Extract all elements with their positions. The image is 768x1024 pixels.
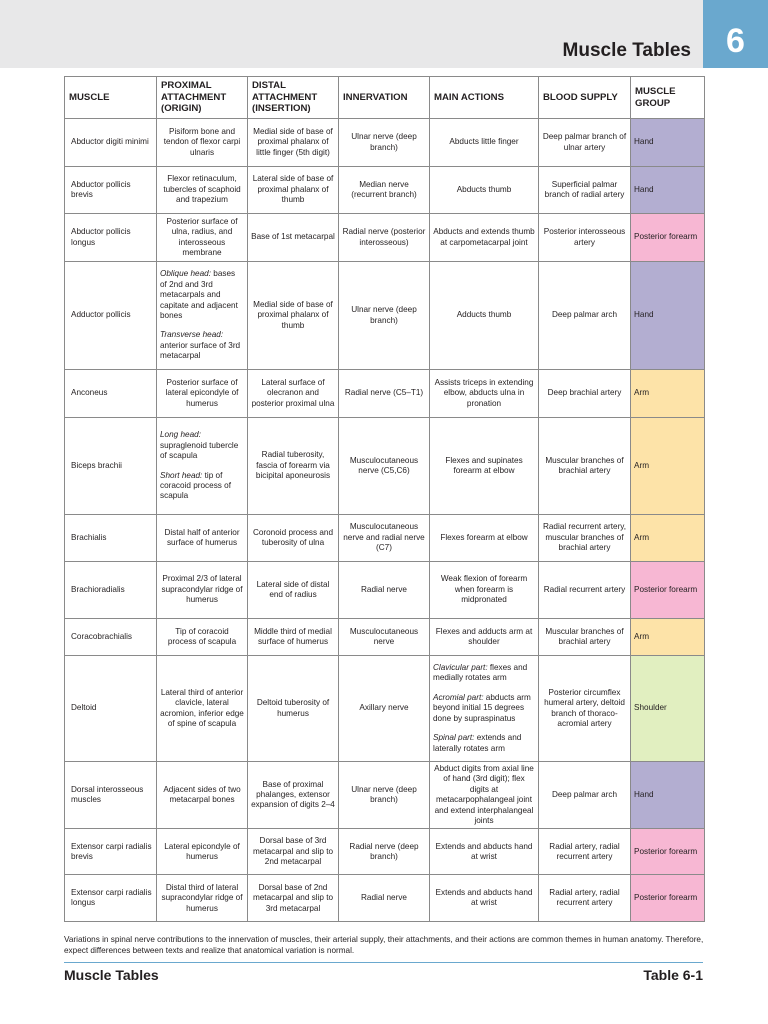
cell-part	[433, 733, 535, 754]
muscle-group-cell: Posterior forearm	[631, 562, 705, 619]
column-header: MUSCLE	[65, 77, 157, 119]
part-text: abducts arm beyond initial 15 degrees done by supraspinatus	[433, 692, 531, 723]
muscle-name-cell: Abductor pollicis longus	[65, 214, 157, 262]
part-text: tip of coracoid process of scapula	[160, 470, 231, 501]
blood-supply-cell: Radial recurrent artery, muscular branches of brachial artery	[539, 515, 631, 562]
footnote: Variations in spinal nerve contributions to the innervation of muscles, their arterial supply, their attachments, and their actions are common themes in human anatomy. Therefore, expect differences between texts and realize that anatomical variation is normal.	[64, 935, 704, 955]
actions-cell: Abducts little finger	[430, 119, 539, 167]
origin-cell: Pisiform bone and tendon of flexor carpi ulnaris	[157, 119, 248, 167]
cell-part	[160, 430, 244, 461]
muscle-group-cell: Arm	[631, 619, 705, 656]
muscle-group-cell: Hand	[631, 762, 705, 829]
actions-cell: Flexes and adducts arm at shoulder	[430, 619, 539, 656]
insertion-cell: Medial side of base of proximal phalanx of little finger (5th digit)	[248, 119, 339, 167]
chapter-number-tab: 6	[703, 0, 768, 68]
muscle-group-cell: Arm	[631, 418, 705, 515]
muscle-group-cell: Posterior forearm	[631, 829, 705, 875]
actions-cell: Adducts thumb	[430, 262, 539, 370]
part-label: Short head:	[160, 470, 203, 480]
origin-cell	[157, 262, 248, 370]
innervation-cell: Median nerve (recurrent branch)	[339, 167, 430, 214]
muscle-name-cell: Coracobrachialis	[65, 619, 157, 656]
column-header: MUSCLE GROUP	[631, 77, 705, 119]
column-header: BLOOD SUPPLY	[539, 77, 631, 119]
column-header: MAIN ACTIONS	[430, 77, 539, 119]
part-gap	[433, 724, 535, 733]
insertion-cell: Lateral side of distal end of radius	[248, 562, 339, 619]
insertion-cell: Lateral surface of olecranon and posterior proximal ulna	[248, 370, 339, 418]
blood-supply-cell: Radial recurrent artery	[539, 562, 631, 619]
innervation-cell: Ulnar nerve (deep branch)	[339, 762, 430, 829]
origin-cell: Flexor retinaculum, tubercles of scaphoid and trapezium	[157, 167, 248, 214]
innervation-cell: Musculocutaneous nerve and radial nerve (C7)	[339, 515, 430, 562]
actions-cell: Extends and abducts hand at wrist	[430, 829, 539, 875]
table-header-row	[65, 77, 705, 119]
footer-table-number: Table 6-1	[643, 967, 703, 983]
blood-supply-cell: Deep palmar arch	[539, 762, 631, 829]
part-label: Oblique head:	[160, 269, 211, 279]
column-header: DISTAL ATTACHMENT (INSERTION)	[248, 77, 339, 119]
table-row	[65, 418, 705, 515]
blood-supply-cell: Deep brachial artery	[539, 370, 631, 418]
muscle-group-cell: Shoulder	[631, 656, 705, 762]
innervation-cell: Ulnar nerve (deep branch)	[339, 262, 430, 370]
innervation-cell: Ulnar nerve (deep branch)	[339, 119, 430, 167]
muscle-name-cell: Anconeus	[65, 370, 157, 418]
origin-cell: Lateral epicondyle of humerus	[157, 829, 248, 875]
part-text: bases of 2nd and 3rd metacarpals and capitate and adjacent bones	[160, 269, 238, 320]
innervation-cell: Radial nerve (deep branch)	[339, 829, 430, 875]
muscle-name-cell: Dorsal interosseous muscles	[65, 762, 157, 829]
origin-cell: Tip of coracoid process of scapula	[157, 619, 248, 656]
origin-cell: Distal half of anterior surface of humerus	[157, 515, 248, 562]
part-label: Spinal part:	[433, 733, 475, 743]
blood-supply-cell: Muscular branches of brachial artery	[539, 418, 631, 515]
muscle-name-cell: Brachioradialis	[65, 562, 157, 619]
muscle-group-cell: Arm	[631, 370, 705, 418]
blood-supply-cell: Posterior interosseous artery	[539, 214, 631, 262]
blood-supply-cell: Posterior circumflex humeral artery, deltoid branch of thoraco-acromial artery	[539, 656, 631, 762]
footer-section-title: Muscle Tables	[64, 967, 159, 983]
insertion-cell: Coronoid process and tuberosity of ulna	[248, 515, 339, 562]
part-gap	[433, 684, 535, 693]
actions-cell: Abducts thumb	[430, 167, 539, 214]
muscle-group-cell: Hand	[631, 119, 705, 167]
muscle-name-cell: Abductor pollicis brevis	[65, 167, 157, 214]
cell-part	[433, 663, 535, 684]
cell-part	[160, 330, 244, 361]
origin-cell: Lateral third of anterior clavicle, lateral acromion, inferior edge of spine of scapula	[157, 656, 248, 762]
muscle-name-cell: Adductor pollicis	[65, 262, 157, 370]
insertion-cell: Dorsal base of 3rd metacarpal and slip to 2nd metacarpal	[248, 829, 339, 875]
muscle-name-cell: Deltoid	[65, 656, 157, 762]
table-row	[65, 214, 705, 262]
innervation-cell: Radial nerve	[339, 562, 430, 619]
table-row	[65, 875, 705, 922]
insertion-cell: Lateral side of base of proximal phalanx of thumb	[248, 167, 339, 214]
actions-cell	[430, 656, 539, 762]
muscle-table	[64, 76, 705, 922]
cell-part	[160, 269, 244, 321]
footer-rule	[64, 962, 703, 963]
table-row	[65, 370, 705, 418]
part-gap	[160, 321, 244, 330]
insertion-cell: Deltoid tuberosity of humerus	[248, 656, 339, 762]
innervation-cell: Axillary nerve	[339, 656, 430, 762]
part-label: Transverse head:	[160, 330, 224, 340]
table-row	[65, 515, 705, 562]
insertion-cell: Base of 1st metacarpal	[248, 214, 339, 262]
cell-part	[160, 471, 244, 502]
insertion-cell: Dorsal base of 2nd metacarpal and slip to 3rd metacarpal	[248, 875, 339, 922]
table-row	[65, 619, 705, 656]
actions-cell: Extends and abducts hand at wrist	[430, 875, 539, 922]
table-row	[65, 762, 705, 829]
cell-part	[433, 693, 535, 724]
blood-supply-cell: Radial artery, radial recurrent artery	[539, 829, 631, 875]
part-text: anterior surface of 3rd metacarpal	[160, 340, 241, 361]
part-label: Acromial part:	[433, 692, 484, 702]
innervation-cell: Radial nerve	[339, 875, 430, 922]
innervation-cell: Radial nerve (C5–T1)	[339, 370, 430, 418]
muscle-group-cell: Arm	[631, 515, 705, 562]
actions-cell: Weak flexion of forearm when forearm is midpronated	[430, 562, 539, 619]
muscle-group-cell: Hand	[631, 262, 705, 370]
table-row	[65, 262, 705, 370]
table-body	[65, 119, 705, 922]
origin-cell: Posterior surface of lateral epicondyle of humerus	[157, 370, 248, 418]
part-text: extends and laterally rotates arm	[433, 733, 522, 753]
insertion-cell: Medial side of base of proximal phalanx of thumb	[248, 262, 339, 370]
actions-cell: Abduct digits from axial line of hand (3rd digit); flex digits at metacarpophalangeal joint and extend interphalangeal joints	[430, 762, 539, 829]
muscle-name-cell: Extensor carpi radialis longus	[65, 875, 157, 922]
table-row	[65, 167, 705, 214]
muscle-group-cell: Hand	[631, 167, 705, 214]
muscle-name-cell: Brachialis	[65, 515, 157, 562]
table-row	[65, 656, 705, 762]
innervation-cell: Musculocutaneous nerve (C5,C6)	[339, 418, 430, 515]
actions-cell: Flexes forearm at elbow	[430, 515, 539, 562]
origin-cell: Proximal 2/3 of lateral supracondylar ridge of humerus	[157, 562, 248, 619]
actions-cell: Abducts and extends thumb at carpometacarpal joint	[430, 214, 539, 262]
blood-supply-cell: Superficial palmar branch of radial artery	[539, 167, 631, 214]
innervation-cell: Musculocutaneous nerve	[339, 619, 430, 656]
column-header: INNERVATION	[339, 77, 430, 119]
page-title: Muscle Tables	[562, 40, 691, 61]
table-row	[65, 119, 705, 167]
column-header: PROXIMAL ATTACHMENT (ORIGIN)	[157, 77, 248, 119]
innervation-cell: Radial nerve (posterior interosseous)	[339, 214, 430, 262]
muscle-name-cell: Biceps brachii	[65, 418, 157, 515]
part-text: supraglenoid tubercle of scapula	[160, 440, 239, 461]
table-row	[65, 562, 705, 619]
origin-cell: Posterior surface of ulna, radius, and interosseous membrane	[157, 214, 248, 262]
table-row	[65, 829, 705, 875]
muscle-name-cell: Abductor digiti minimi	[65, 119, 157, 167]
actions-cell: Flexes and supinates forearm at elbow	[430, 418, 539, 515]
muscle-group-cell: Posterior forearm	[631, 214, 705, 262]
insertion-cell: Radial tuberosity, fascia of forearm via bicipital aponeurosis	[248, 418, 339, 515]
blood-supply-cell: Radial artery, radial recurrent artery	[539, 875, 631, 922]
blood-supply-cell: Muscular branches of brachial artery	[539, 619, 631, 656]
origin-cell: Distal third of lateral supracondylar ridge of humerus	[157, 875, 248, 922]
insertion-cell: Base of proximal phalanges, extensor expansion of digits 2–4	[248, 762, 339, 829]
muscle-name-cell: Extensor carpi radialis brevis	[65, 829, 157, 875]
part-label: Long head:	[160, 430, 201, 440]
part-gap	[160, 462, 244, 471]
actions-cell: Assists triceps in extending elbow, abducts ulna in pronation	[430, 370, 539, 418]
origin-cell: Adjacent sides of two metacarpal bones	[157, 762, 248, 829]
blood-supply-cell: Deep palmar arch	[539, 262, 631, 370]
origin-cell	[157, 418, 248, 515]
insertion-cell: Middle third of medial surface of humerus	[248, 619, 339, 656]
part-text: flexes and medially rotates arm	[433, 663, 528, 683]
muscle-group-cell: Posterior forearm	[631, 875, 705, 922]
part-label: Clavicular part:	[433, 663, 488, 673]
blood-supply-cell: Deep palmar branch of ulnar artery	[539, 119, 631, 167]
